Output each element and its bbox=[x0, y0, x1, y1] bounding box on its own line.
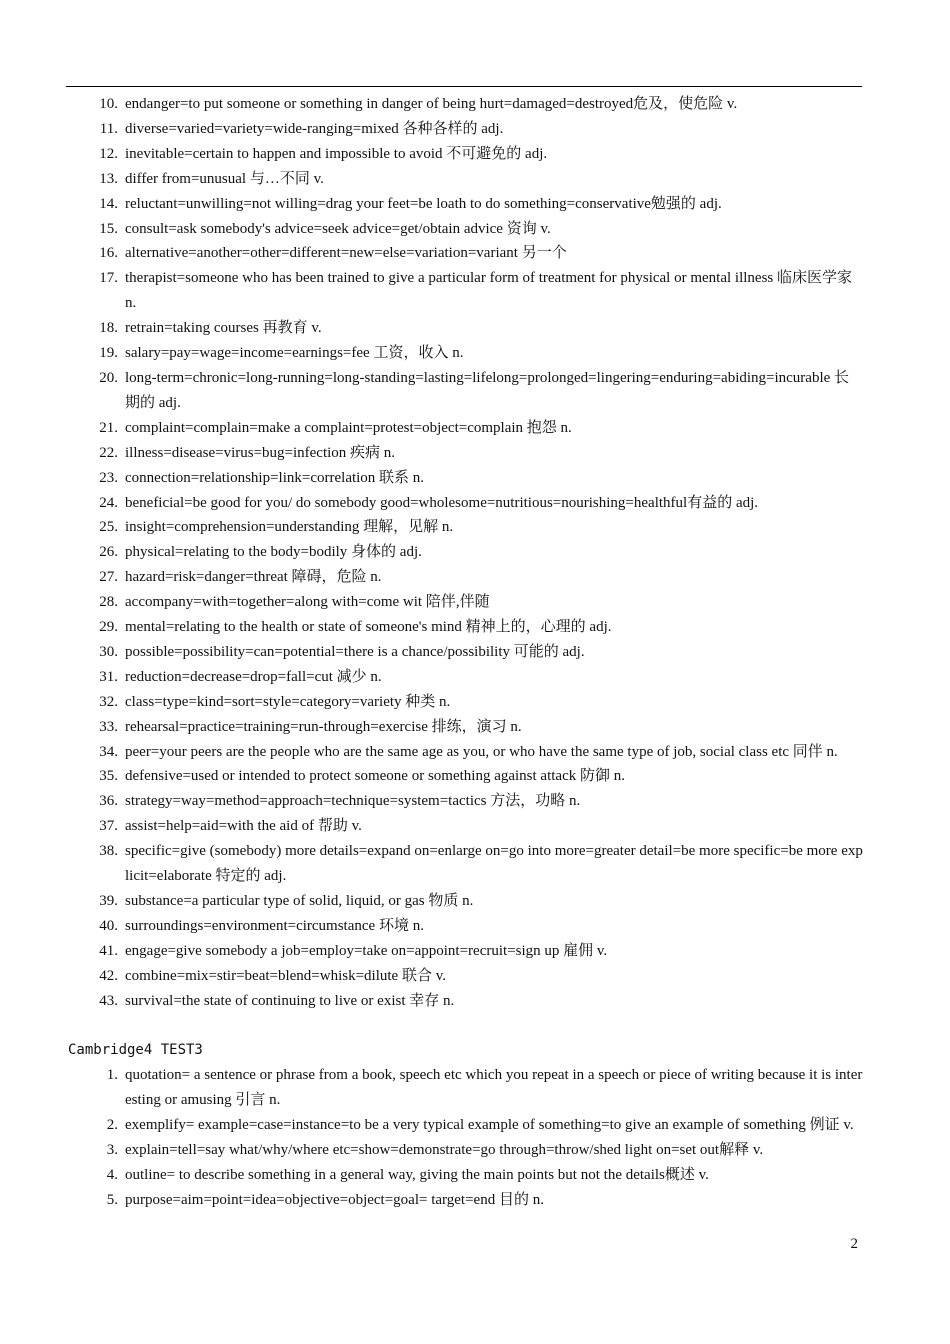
item-text: connection=relationship=link=correlation 联系 n. bbox=[125, 469, 425, 486]
page-number: 2 bbox=[850, 1236, 858, 1252]
list-item bbox=[0, 690, 950, 715]
item-text: alternative=another=other=different=new=else=variation=variant 另一个 bbox=[125, 245, 567, 262]
item-text: assist=help=aid=with the aid of 帮助 v. bbox=[125, 818, 362, 835]
item-number: 32. bbox=[99, 693, 118, 710]
item-number: 36. bbox=[99, 793, 118, 810]
item-number: 16. bbox=[99, 245, 118, 262]
list-item bbox=[0, 989, 950, 1014]
item-text: quotation= a sentence or phrase from a book, speech etc which you repeat in a speech or piece of writing because it is interesting or amusing 引言 n. bbox=[125, 1067, 863, 1108]
list-item bbox=[0, 939, 950, 964]
item-number: 14. bbox=[99, 195, 118, 212]
item-text: insight=comprehension=understanding 理解，见解 n. bbox=[125, 519, 454, 536]
item-number: 13. bbox=[99, 170, 118, 187]
item-text: purpose=aim=point=idea=objective=object=goal= target=end 目的 n. bbox=[125, 1191, 544, 1208]
item-text: possible=possibility=can=potential=there is a chance/possibility 可能的 adj. bbox=[125, 643, 585, 660]
list-item bbox=[0, 740, 950, 765]
vocabulary-list-test3 bbox=[0, 1063, 950, 1212]
list-item bbox=[0, 640, 950, 665]
item-number: 4. bbox=[106, 1166, 118, 1183]
item-text: complaint=complain=make a complaint=protest=object=complain 抱怨 n. bbox=[125, 419, 572, 436]
item-text: combine=mix=stir=beat=blend=whisk=dilute 联合 v. bbox=[125, 967, 446, 984]
item-text: outline= to describe something in a general way, giving the main points but not the details概述 v. bbox=[125, 1166, 709, 1183]
item-number: 29. bbox=[99, 619, 118, 636]
list-item bbox=[0, 142, 950, 167]
item-text: strategy=way=method=approach=technique=system=tactics 方法，功略 n. bbox=[125, 793, 581, 810]
list-item bbox=[0, 914, 950, 939]
item-text: substance=a particular type of solid, liquid, or gas 物质 n. bbox=[125, 893, 474, 909]
item-text: specific=give (somebody) more details=expand on=enlarge on=go into more=greater detail=be more specific=be more explicit=elaborate 特定的 adj. bbox=[125, 843, 863, 885]
item-number: 26. bbox=[99, 544, 118, 561]
item-number: 20. bbox=[99, 369, 118, 386]
list-item bbox=[0, 217, 950, 242]
item-text: inevitable=certain to happen and impossible to avoid 不可避免的 adj. bbox=[125, 145, 548, 162]
item-text: surroundings=environment=circumstance 环境 n. bbox=[125, 917, 424, 934]
list-item bbox=[0, 1113, 950, 1138]
item-text: accompany=with=together=along with=come wit 陪伴,伴随 bbox=[125, 594, 490, 611]
item-number: 19. bbox=[99, 345, 118, 362]
item-text: physical=relating to the body=bodily 身体的 adj. bbox=[125, 544, 422, 561]
item-text: survival=the state of continuing to live or exist 幸存 n. bbox=[125, 992, 455, 1009]
list-item bbox=[0, 491, 950, 516]
list-item bbox=[0, 266, 950, 316]
item-text: hazard=risk=danger=threat 障碍，危险 n. bbox=[125, 569, 382, 586]
item-text: diverse=varied=variety=wide-ranging=mixed 各种各样的 adj. bbox=[125, 120, 504, 137]
list-item bbox=[0, 814, 950, 839]
item-text: explain=tell=say what/why/where etc=show=demonstrate=go through=throw/shed light on=set out解释 v. bbox=[125, 1141, 764, 1158]
item-text: class=type=kind=sort=style=category=variety 种类 n. bbox=[125, 693, 451, 710]
item-number: 22. bbox=[99, 444, 118, 461]
item-text: defensive=used or intended to protect someone or something against attack 防御 n. bbox=[125, 768, 625, 785]
list-item bbox=[0, 92, 950, 117]
item-text: peer=your peers are the people who are the same age as you, or who have the same type of job, social class etc 同伴 n. bbox=[125, 743, 838, 760]
list-item bbox=[0, 441, 950, 466]
list-item bbox=[0, 615, 950, 640]
list-item bbox=[0, 789, 950, 814]
item-number: 15. bbox=[99, 220, 118, 237]
item-number: 33. bbox=[99, 718, 118, 735]
item-text: reduction=decrease=drop=fall=cut 减少 n. bbox=[125, 668, 382, 685]
list-item bbox=[0, 1188, 950, 1213]
list-item bbox=[0, 715, 950, 740]
item-text: illness=disease=virus=bug=infection 疾病 n. bbox=[125, 444, 396, 461]
item-text: retrain=taking courses 再教育 v. bbox=[125, 320, 322, 337]
list-item bbox=[0, 1138, 950, 1163]
header-rule bbox=[66, 86, 862, 87]
item-number: 30. bbox=[99, 643, 118, 660]
item-number: 1. bbox=[106, 1067, 118, 1083]
list-item bbox=[0, 889, 950, 914]
item-number: 43. bbox=[99, 992, 118, 1009]
item-number: 18. bbox=[99, 320, 118, 337]
list-item bbox=[0, 665, 950, 690]
item-text: beneficial=be good for you/ do somebody good=wholesome=nutritious=nourishing=healthful有益的 adj. bbox=[125, 494, 759, 511]
list-item bbox=[0, 964, 950, 989]
item-text: long-term=chronic=long-running=long-standing=lasting=lifelong=prolonged=lingering=enduring=abiding=incurable 长期的 adj. bbox=[125, 369, 850, 411]
item-text: mental=relating to the health or state of someone's mind 精神上的，心理的 adj. bbox=[125, 619, 612, 636]
list-item bbox=[0, 241, 950, 266]
item-number: 28. bbox=[99, 594, 118, 611]
list-item bbox=[0, 1063, 950, 1113]
item-number: 21. bbox=[99, 419, 118, 436]
item-number: 34. bbox=[99, 743, 118, 760]
item-number: 37. bbox=[99, 818, 118, 835]
item-text: differ from=unusual 与…不同 v. bbox=[125, 170, 324, 187]
list-item bbox=[0, 839, 950, 889]
list-item bbox=[0, 416, 950, 441]
item-number: 23. bbox=[99, 469, 118, 486]
item-number: 2. bbox=[106, 1116, 118, 1133]
item-text: engage=give somebody a job=employ=take on=appoint=recruit=sign up 雇佣 v. bbox=[125, 942, 608, 959]
item-number: 3. bbox=[106, 1141, 118, 1158]
item-text: endanger=to put someone or something in danger of being hurt=damaged=destroyed危及，使危险 v. bbox=[125, 96, 738, 112]
list-item bbox=[0, 316, 950, 341]
item-text: consult=ask somebody's advice=seek advice=get/obtain advice 资询 v. bbox=[125, 220, 551, 237]
list-item bbox=[0, 515, 950, 540]
item-number: 24. bbox=[99, 494, 118, 511]
item-number: 12. bbox=[99, 145, 118, 162]
item-text: rehearsal=practice=training=run-through=exercise 排练，演习 n. bbox=[125, 718, 522, 735]
item-number: 10. bbox=[99, 96, 118, 112]
item-text: reluctant=unwilling=not willing=drag your feet=be loath to do something=conservative勉强的 adj. bbox=[125, 195, 722, 212]
item-number: 35. bbox=[99, 768, 118, 785]
list-item bbox=[0, 565, 950, 590]
list-item bbox=[0, 167, 950, 192]
list-item bbox=[0, 192, 950, 217]
item-number: 25. bbox=[99, 519, 118, 536]
item-number: 41. bbox=[99, 942, 118, 959]
item-number: 40. bbox=[99, 917, 118, 934]
item-text: therapist=someone who has been trained to give a particular form of treatment for physical or mental illness 临床医学家 n. bbox=[125, 270, 853, 312]
list-item bbox=[0, 466, 950, 491]
item-number: 31. bbox=[99, 668, 118, 685]
vocabulary-list bbox=[0, 92, 950, 1014]
list-item bbox=[0, 1163, 950, 1188]
item-number: 5. bbox=[106, 1191, 118, 1208]
list-item bbox=[0, 366, 950, 416]
list-item bbox=[0, 341, 950, 366]
list-item bbox=[0, 117, 950, 142]
list-item bbox=[0, 590, 950, 615]
item-number: 39. bbox=[99, 893, 118, 909]
item-number: 17. bbox=[99, 270, 118, 287]
item-number: 42. bbox=[99, 967, 118, 984]
item-number: 27. bbox=[99, 569, 118, 586]
list-item bbox=[0, 764, 950, 789]
section-heading: Cambridge4 TEST3 bbox=[68, 1042, 203, 1058]
list-item bbox=[0, 540, 950, 565]
item-text: exemplify= example=case=instance=to be a very typical example of something=to give an example of something 例证 v. bbox=[125, 1116, 854, 1133]
item-number: 11. bbox=[99, 120, 118, 137]
item-number: 38. bbox=[99, 843, 118, 860]
item-text: salary=pay=wage=income=earnings=fee 工资，收入 n. bbox=[125, 345, 464, 362]
